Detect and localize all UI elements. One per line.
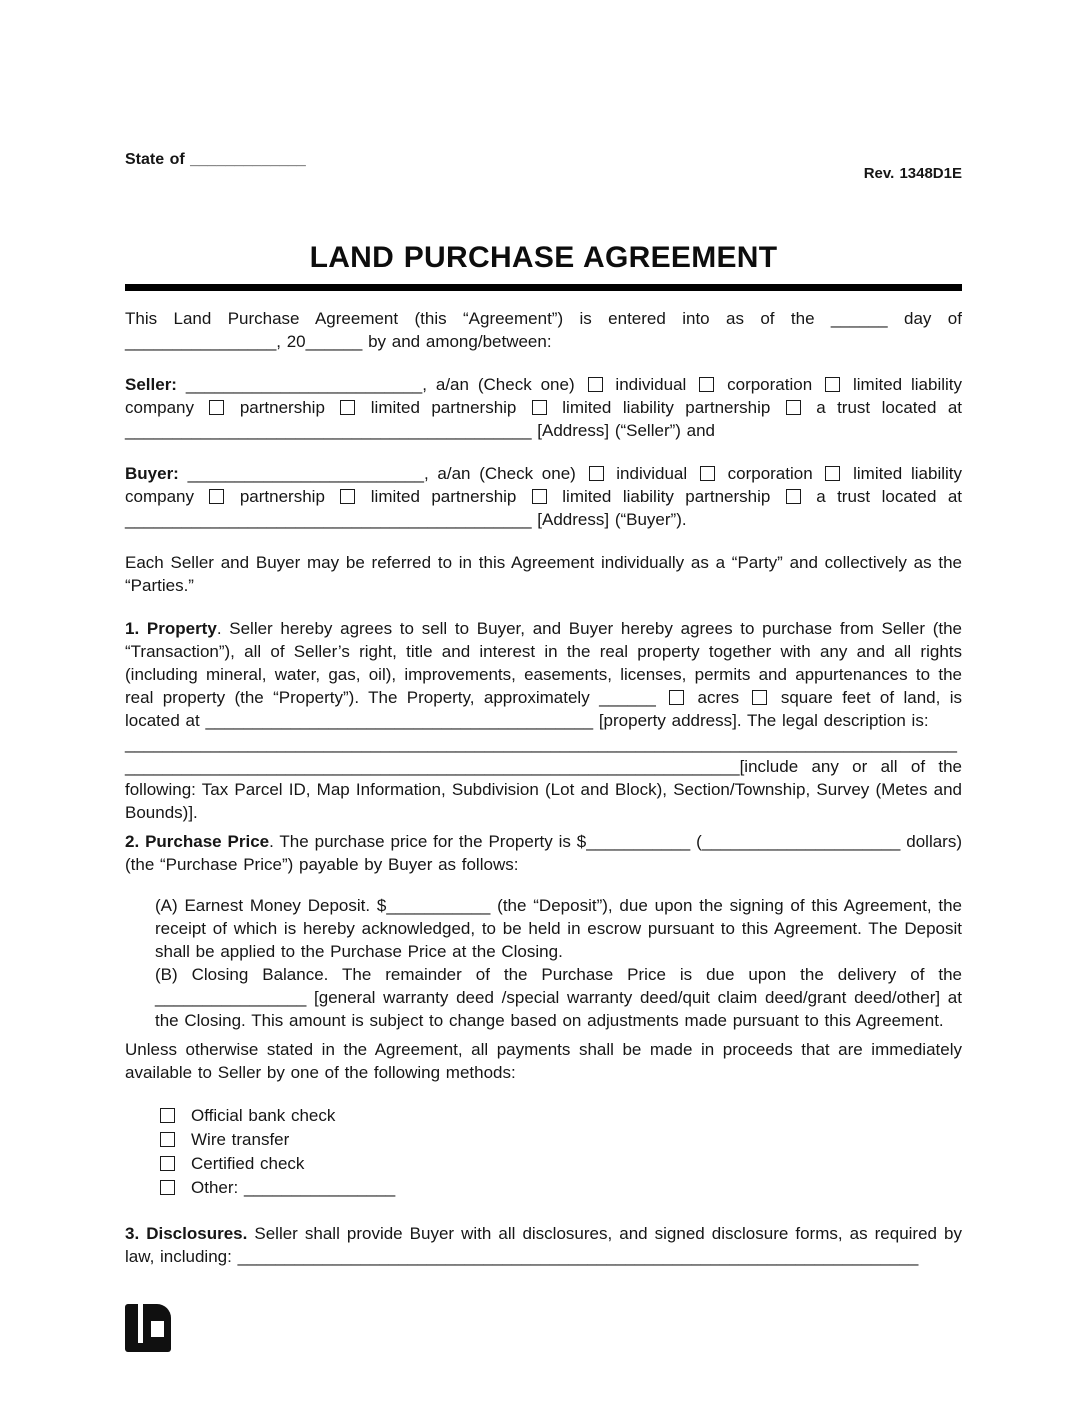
blank-field[interactable]: _____________________ bbox=[701, 832, 901, 851]
checkbox[interactable] bbox=[786, 489, 801, 504]
text-run: , a/an (Check one) bbox=[423, 464, 585, 483]
checkbox[interactable] bbox=[532, 489, 547, 504]
paragraph-parties bbox=[125, 551, 962, 597]
text-run: acres bbox=[688, 688, 749, 707]
logo-slit bbox=[138, 1304, 143, 1343]
blank-field[interactable]: ___________ bbox=[386, 896, 491, 915]
text-run: [Address] (“Buyer”). bbox=[531, 510, 687, 529]
blank-field[interactable]: _____________ bbox=[190, 151, 306, 168]
text-run: . Seller hereby agrees to sell to Buyer, and Buyer hereby agrees to purchase from Seller (the “Transaction”), all of Seller’s right, title and interest in the real property together with any and all rights (including mineral, water, gas, oil), improvements, easements, licenses, permits and appurtenances to the real property (the “Property”). The Property, approximately bbox=[125, 619, 963, 707]
checkbox[interactable] bbox=[160, 1132, 175, 1147]
section-1-property bbox=[125, 617, 962, 732]
text-run: limited liability company bbox=[125, 375, 963, 417]
blank-field[interactable]: ______ bbox=[599, 688, 656, 707]
text-run: (B) Closing Balance. The remainder of the Purchase Price is due upon the delivery of the bbox=[155, 965, 962, 984]
blank-field[interactable]: ___________________________________________ bbox=[125, 421, 532, 440]
list-item-certified-check bbox=[160, 1152, 962, 1176]
text-run bbox=[656, 688, 665, 707]
text-run: . The purchase price for the Property is $ bbox=[269, 832, 587, 851]
text-run: limited liability company bbox=[125, 464, 963, 506]
text-run: Seller shall provide Buyer with all disclosures, and signed disclosure forms, as required by law, including: bbox=[125, 1224, 962, 1266]
list-item-official-bank-check bbox=[160, 1104, 962, 1128]
text-run: [Address] (“Seller”) and bbox=[531, 421, 716, 440]
legal-templates-logo bbox=[125, 1304, 171, 1352]
text-run: square feet of land, is located at bbox=[125, 688, 962, 730]
blank-field[interactable]: ______ bbox=[305, 332, 363, 351]
checkbox[interactable] bbox=[700, 466, 715, 481]
clause-earnest-deposit bbox=[155, 894, 962, 963]
blank-field[interactable]: ________________ bbox=[125, 332, 277, 351]
checkbox[interactable] bbox=[209, 400, 224, 415]
blank-field[interactable]: ______ bbox=[830, 309, 888, 328]
blank-field[interactable]: ___________________________________________ bbox=[125, 510, 532, 529]
text-run: State of bbox=[125, 151, 191, 168]
text-run: individual bbox=[607, 464, 696, 483]
text-run: corporation bbox=[718, 375, 822, 394]
text-run: corporation bbox=[718, 464, 822, 483]
blank-field[interactable]: _________________________________________________________________ bbox=[125, 757, 740, 776]
legal-description-lines bbox=[125, 732, 962, 824]
blank-field[interactable]: ________________ bbox=[155, 988, 307, 1007]
checkbox[interactable] bbox=[160, 1156, 175, 1171]
section-2-purchase-price bbox=[125, 830, 962, 876]
blank-field[interactable]: _________________________________________ bbox=[205, 711, 594, 730]
checkbox[interactable] bbox=[589, 466, 604, 481]
checkbox[interactable] bbox=[340, 489, 355, 504]
logo-notch bbox=[151, 1321, 164, 1337]
text-run: limited partnership bbox=[359, 487, 528, 506]
text-run: 3. Disclosures. bbox=[125, 1224, 255, 1243]
state-of-field bbox=[125, 150, 306, 170]
text-run: Seller: bbox=[125, 375, 186, 394]
section-3-disclosures bbox=[125, 1222, 962, 1268]
text-run: , 20 bbox=[276, 332, 306, 351]
text-run: partnership bbox=[228, 487, 337, 506]
text-run: partnership bbox=[228, 398, 337, 417]
list-item-other bbox=[160, 1176, 962, 1200]
text-run: (the “Deposit”), due upon the signing of this Agreement, the receipt of which is hereby acknowledged, to be held in escrow pursuant to this Agreement. The Deposit shall be applied to the Purchase Price at the Closing. bbox=[155, 896, 963, 961]
list-item-wire-transfer bbox=[160, 1128, 962, 1152]
text-run: limited partnership bbox=[359, 398, 528, 417]
text-run: , a/an (Check one) bbox=[422, 375, 584, 394]
document-header bbox=[125, 150, 962, 184]
text-run: [property address]. The legal description is: bbox=[593, 711, 929, 730]
text-run: 1. Property bbox=[125, 619, 217, 638]
text-run: by and among/between: bbox=[362, 332, 552, 351]
text-run: This Land Purchase Agreement (this “Agreement”) is entered into as of the bbox=[125, 309, 831, 328]
text-run: Other: bbox=[191, 1178, 244, 1197]
checkbox[interactable] bbox=[825, 466, 840, 481]
paragraph-payment-methods-intro bbox=[125, 1038, 962, 1084]
text-run: limited liability partnership bbox=[550, 487, 782, 506]
text-run: a trust located at bbox=[804, 487, 963, 506]
text-run: Certified check bbox=[191, 1154, 305, 1173]
checkbox[interactable] bbox=[669, 690, 684, 705]
blank-field[interactable]: _________________________ bbox=[187, 464, 424, 483]
text-run: individual bbox=[606, 375, 696, 394]
text-run: ( bbox=[690, 832, 702, 851]
checkbox[interactable] bbox=[699, 377, 714, 392]
text-run: Buyer: bbox=[125, 464, 188, 483]
checkbox[interactable] bbox=[825, 377, 840, 392]
text-run: 2. Purchase Price bbox=[125, 832, 270, 851]
text-run: dollars) (the “Purchase Price”) payable by Buyer as follows: bbox=[125, 832, 962, 874]
document-title: LAND PURCHASE AGREEMENT bbox=[309, 241, 778, 274]
paragraph-buyer bbox=[125, 462, 962, 531]
text-run: Unless otherwise stated in the Agreement, all payments shall be made in proceeds that are immediately available to Seller by one of the following methods: bbox=[125, 1040, 962, 1082]
purchase-price-subsections bbox=[155, 894, 962, 1032]
text-run: a trust located at bbox=[804, 398, 963, 417]
checkbox[interactable] bbox=[160, 1180, 175, 1195]
text-run: (A) Earnest Money Deposit. $ bbox=[155, 896, 387, 915]
checkbox[interactable] bbox=[752, 690, 767, 705]
revision-label: Rev. 1348D1E bbox=[863, 165, 962, 182]
checkbox[interactable] bbox=[160, 1108, 175, 1123]
blank-field[interactable]: ________________ bbox=[243, 1178, 396, 1197]
checkbox[interactable] bbox=[340, 400, 355, 415]
blank-field[interactable]: ________________________________________________________________________________________ bbox=[125, 734, 958, 753]
text-run: limited liability partnership bbox=[550, 398, 782, 417]
text-run: [include any or all of the following: Tax Parcel ID, Map Information, Subdivision (Lot and Block), Section/Township, Survey (Metes and Bounds)]. bbox=[125, 757, 962, 822]
text-run: day of bbox=[887, 309, 962, 328]
text-run: Wire transfer bbox=[191, 1130, 290, 1149]
clause-closing-balance bbox=[155, 963, 962, 1032]
text-run: Each Seller and Buyer may be referred to in this Agreement individually as a “Party” and collectively as the “Parties.” bbox=[125, 553, 962, 595]
text-run: [general warranty deed /special warranty deed/quit claim deed/grant deed/other] at the Closing. This amount is subject to change based on adjustments made pursuant to this Agreement. bbox=[155, 988, 962, 1030]
text-run: Official bank check bbox=[191, 1106, 336, 1125]
title-divider-rule bbox=[125, 284, 962, 291]
blank-field[interactable]: ________________________________________________________________________ bbox=[237, 1247, 919, 1266]
checkbox[interactable] bbox=[209, 489, 224, 504]
checkbox[interactable] bbox=[786, 400, 801, 415]
blank-field[interactable]: _________________________ bbox=[185, 375, 423, 394]
paragraph-seller bbox=[125, 373, 962, 442]
checkbox[interactable] bbox=[532, 400, 547, 415]
checkbox[interactable] bbox=[588, 377, 603, 392]
payment-methods-list bbox=[125, 1104, 962, 1200]
blank-field[interactable]: ___________ bbox=[586, 832, 691, 851]
paragraph-intro bbox=[125, 307, 962, 353]
